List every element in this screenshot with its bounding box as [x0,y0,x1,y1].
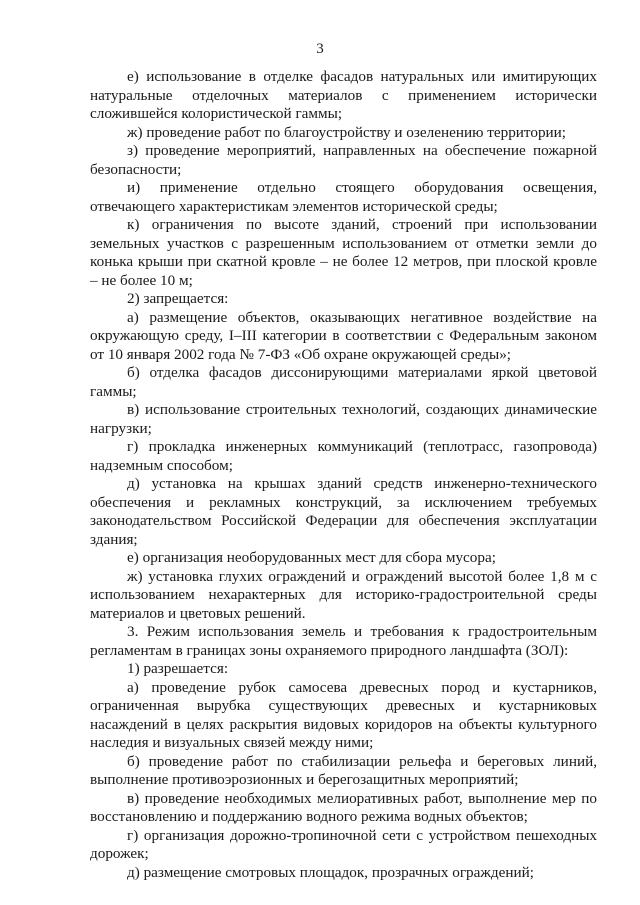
document-body [90,68,597,882]
paragraph-v-dynamic-loads: в) использование строительных технологий, создающих динамические нагрузки; [90,401,597,437]
paragraph-z-fire-safety: з) проведение мероприятий, направленных на обеспечение пожарной безопасности; [90,142,597,178]
paragraph-e-facade-materials: е) использование в отделке фасадов натуральных или имитирующих натуральные отделочных материалов с применением исторически сложившейся колористической гаммы; [90,68,597,122]
paragraph-a-tree-cutting: а) проведение рубок самосева древесных пород и кустарников, ограниченная вырубка существующих древесных и кустарниковых насаждений в целях раскрытия видовых коридоров на объекты культурного наследия и визуальных связей между ними; [90,678,597,751]
paragraph-k-height-limits: к) ограничения по высоте зданий, строений при использовании земельных участков с разрешенным использованием от отметки земли до конька крыши при скатной кровле – не более 12 метров, при плоской кровле – не более 10 м; [90,216,597,289]
paragraph-zh-landscaping: ж) проведение работ по благоустройству и озеленению территории; [127,123,567,141]
paragraph-a-negative-impact: а) размещение объектов, оказывающих негативное воздействие на окружающую среду, I–III категории в соответствии с Федеральным законом от 10 января 2002 года № 7-ФЗ «Об охране окружающей среды»; [90,308,597,363]
paragraph-i-lighting: и) применение отдельно стоящего оборудования освещения, отвечающего характеристикам элементов исторической среды; [90,179,597,215]
paragraph-d-roof-equipment: д) установка на крышах зданий средств инженерно-технического обеспечения и рекламных конструкций, за исключением требуемых законодательством Российской Федерации для обеспечения эксплуатации здания; [90,475,597,548]
paragraph-permitted-heading: 1) разрешается: [127,660,229,677]
paragraph-b-dissonant-materials: б) отделка фасадов диссонирующими материалами яркой цветовой гаммы; [90,364,597,400]
paragraph-v-land-reclamation: в) проведение необходимых мелиоративных работ, выполнение мер по восстановлению и поддержанию водного режима водных объектов; [90,789,597,825]
paragraph-prohibited-heading: 2) запрещается: [127,290,229,307]
paragraph-b-relief-stabilization: б) проведение работ по стабилизации рельефа и береговых линий, выполнение противоэрозионных и берегозащитных мероприятий; [90,752,597,788]
paragraph-g-footpaths: г) организация дорожно-тропиночной сети с устройством пешеходных дорожек; [90,826,597,862]
paragraph-section-3-zol: 3. Режим использования земель и требования к градостроительным регламентам в границах зоны охраняемого природного ландшафта (ЗОЛ): [90,623,597,659]
paragraph-d-viewing-platforms: д) размещение смотровых площадок, прозрачных ограждений; [127,863,534,881]
paragraph-e-waste-sites: е) организация необорудованных мест для сбора мусора; [127,549,496,566]
paragraph-zh-fences: ж) установка глухих ограждений и ограждений высотой более 1,8 м с использованием нехарактерных для историко-градостроительной среды материалов и цветовых решений. [90,567,597,622]
paragraph-g-utilities: г) прокладка инженерных коммуникаций (теплотрасс, газопровода) надземным способом; [90,438,597,474]
page-number: 3 [316,41,324,57]
